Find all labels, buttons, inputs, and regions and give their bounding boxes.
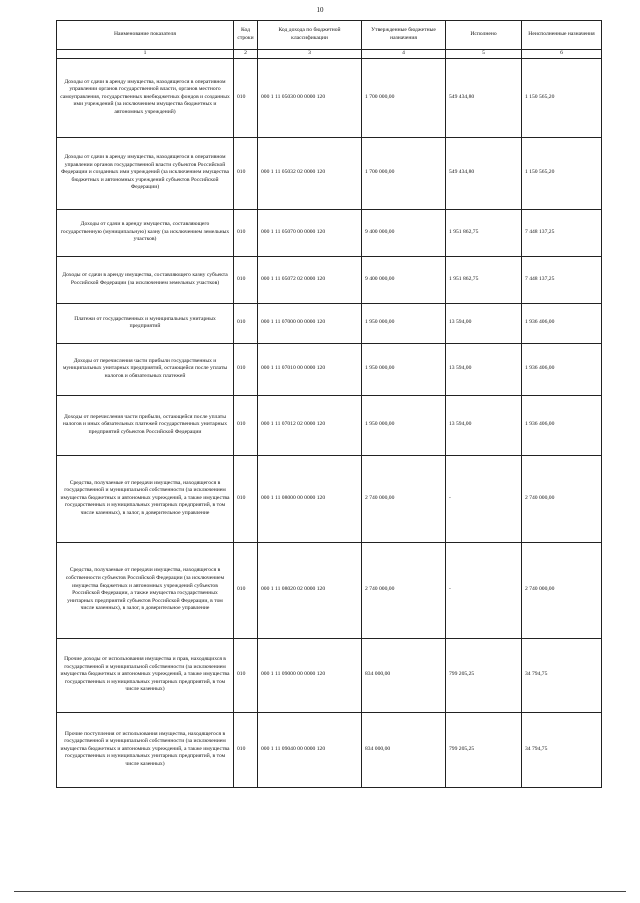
revenue-execution-table — [56, 20, 602, 788]
indicator-name: Доходы от сдачи в аренду имущества, находящегося в оперативном управлении органов государственной власти, органов местного самоуправления, государственных внебюджетных фондов и созданных ими учреждений (за исключением имущества бюджетных и автономных учреждений) — [57, 58, 234, 137]
table-row — [57, 542, 602, 638]
classification-code: 000 1 11 08000 00 0000 120 — [258, 455, 362, 542]
table-row — [57, 638, 602, 712]
header-indicator-name: Наименование показателя — [57, 21, 234, 50]
table-row — [57, 303, 602, 343]
classification-code: 000 1 11 05070 00 0000 120 — [258, 209, 362, 256]
unexecuted-amount: 1 936 406,00 — [522, 395, 602, 455]
classification-code: 000 1 11 07000 00 0000 120 — [258, 303, 362, 343]
unexecuted-amount: 1 936 406,00 — [522, 303, 602, 343]
executed-amount: 1 951 862,75 — [446, 209, 522, 256]
approved-amount: 1 950 000,00 — [362, 343, 446, 395]
unexecuted-amount: 34 794,75 — [522, 712, 602, 787]
line-code: 010 — [234, 209, 258, 256]
indicator-name: Доходы от перечисления части прибыли государственных и муниципальных унитарных предприятий, остающейся после уплаты налогов и обязательных платежей — [57, 343, 234, 395]
column-number: 3 — [258, 50, 362, 59]
executed-amount: 13 594,00 — [446, 395, 522, 455]
approved-amount: 834 000,00 — [362, 638, 446, 712]
line-code: 010 — [234, 303, 258, 343]
unexecuted-amount: 34 794,75 — [522, 638, 602, 712]
unexecuted-amount: 2 740 000,00 — [522, 455, 602, 542]
approved-amount: 1 950 000,00 — [362, 303, 446, 343]
classification-code: 000 1 11 05030 00 0000 120 — [258, 58, 362, 137]
column-number-row — [57, 50, 602, 59]
page-bottom-divider — [14, 891, 626, 892]
executed-amount: 549 434,80 — [446, 58, 522, 137]
table-row — [57, 712, 602, 787]
header-executed: Исполнено — [446, 21, 522, 50]
line-code: 010 — [234, 712, 258, 787]
classification-code: 000 1 11 05032 02 0000 120 — [258, 137, 362, 209]
classification-code: 000 1 11 07012 02 0000 120 — [258, 395, 362, 455]
approved-amount: 9 400 000,00 — [362, 256, 446, 303]
header-budget-classification-code: Код дохода по бюджетной классификации — [258, 21, 362, 50]
executed-amount: - — [446, 455, 522, 542]
approved-amount: 1 700 000,00 — [362, 58, 446, 137]
header-unexecuted-appropriations: Неисполненные назначения — [522, 21, 602, 50]
indicator-name: Доходы от сдачи в аренду имущества, составляющего казну субъекта Российской Федерации (за исключением земельных участков) — [57, 256, 234, 303]
column-number: 6 — [522, 50, 602, 59]
table-row — [57, 209, 602, 256]
executed-amount: 13 594,00 — [446, 303, 522, 343]
unexecuted-amount: 1 936 406,00 — [522, 343, 602, 395]
table-header-row — [57, 21, 602, 50]
indicator-name: Доходы от перечисления части прибыли, остающейся после уплаты налогов и иных обязательных платежей государственных унитарных предприятий субъектов Российской Федерации — [57, 395, 234, 455]
table-row — [57, 137, 602, 209]
approved-amount: 2 740 000,00 — [362, 455, 446, 542]
unexecuted-amount: 7 448 137,25 — [522, 256, 602, 303]
executed-amount: 799 205,25 — [446, 712, 522, 787]
executed-amount: 549 434,80 — [446, 137, 522, 209]
approved-amount: 834 000,00 — [362, 712, 446, 787]
executed-amount: 799 205,25 — [446, 638, 522, 712]
header-line-code: Код строки — [234, 21, 258, 50]
indicator-name: Прочие поступления от использования имущества, находящегося в государственной и муниципальной собственности (за исключением имущества бюджетных и автономных учреждений, а также имущества государственных и муниципальных унитарных предприятий, в том числе казенных) — [57, 712, 234, 787]
indicator-name: Доходы от сдачи в аренду имущества, находящегося в оперативном управлении органов государственной власти субъектов Российской Федерации и созданных ими учреждений (за исключением имущества бюджетных и автономных учреждений субъектов Российской Федерации) — [57, 137, 234, 209]
line-code: 010 — [234, 343, 258, 395]
column-number: 5 — [446, 50, 522, 59]
unexecuted-amount: 1 150 565,20 — [522, 137, 602, 209]
executed-amount: 13 594,00 — [446, 343, 522, 395]
table-row — [57, 58, 602, 137]
line-code: 010 — [234, 395, 258, 455]
approved-amount: 1 950 000,00 — [362, 395, 446, 455]
unexecuted-amount: 1 150 565,20 — [522, 58, 602, 137]
table-row — [57, 395, 602, 455]
line-code: 010 — [234, 455, 258, 542]
line-code: 010 — [234, 256, 258, 303]
unexecuted-amount: 7 448 137,25 — [522, 209, 602, 256]
page-number: 10 — [316, 6, 324, 14]
classification-code: 000 1 11 09040 00 0000 120 — [258, 712, 362, 787]
table-row — [57, 343, 602, 395]
classification-code: 000 1 11 08020 02 0000 120 — [258, 542, 362, 638]
indicator-name: Средства, получаемые от передачи имущества, находящегося в государственной и муниципальной собственности (за исключением имущества бюджетных и автономных учреждений, а также имущества государственных и муниципальных унитарных предприятий, в том числе казенных), в залог, в доверительное управление — [57, 455, 234, 542]
line-code: 010 — [234, 638, 258, 712]
column-number: 4 — [362, 50, 446, 59]
column-number: 2 — [234, 50, 258, 59]
header-approved-appropriations: Утвержденные бюджетные назначения — [362, 21, 446, 50]
classification-code: 000 1 11 09000 00 0000 120 — [258, 638, 362, 712]
approved-amount: 1 700 000,00 — [362, 137, 446, 209]
table-row — [57, 256, 602, 303]
classification-code: 000 1 11 05072 02 0000 120 — [258, 256, 362, 303]
executed-amount: - — [446, 542, 522, 638]
approved-amount: 2 740 000,00 — [362, 542, 446, 638]
executed-amount: 1 951 862,75 — [446, 256, 522, 303]
column-number: 1 — [57, 50, 234, 59]
line-code: 010 — [234, 137, 258, 209]
approved-amount: 9 400 000,00 — [362, 209, 446, 256]
unexecuted-amount: 2 740 000,00 — [522, 542, 602, 638]
table-row — [57, 455, 602, 542]
indicator-name: Прочие доходы от использования имущества и прав, находящихся в государственной и муниципальной собственности (за исключением имущества бюджетных и автономных учреждений, а также имущества государственных и муниципальных унитарных предприятий, в том числе казенных) — [57, 638, 234, 712]
line-code: 010 — [234, 58, 258, 137]
classification-code: 000 1 11 07010 00 0000 120 — [258, 343, 362, 395]
line-code: 010 — [234, 542, 258, 638]
indicator-name: Доходы от сдачи в аренду имущества, составляющего государственную (муниципальную) казну (за исключением земельных участков) — [57, 209, 234, 256]
indicator-name: Платежи от государственных и муниципальных унитарных предприятий — [57, 303, 234, 343]
indicator-name: Средства, получаемые от передачи имущества, находящегося в собственности субъектов Российской Федерации (за исключением имущества бюджетных и автономных учреждений субъектов Российской Федерации, а также имущества государственных унитарных предприятий субъектов Российской Федерации, в том числе казенных), в залог, в доверительное управление — [57, 542, 234, 638]
